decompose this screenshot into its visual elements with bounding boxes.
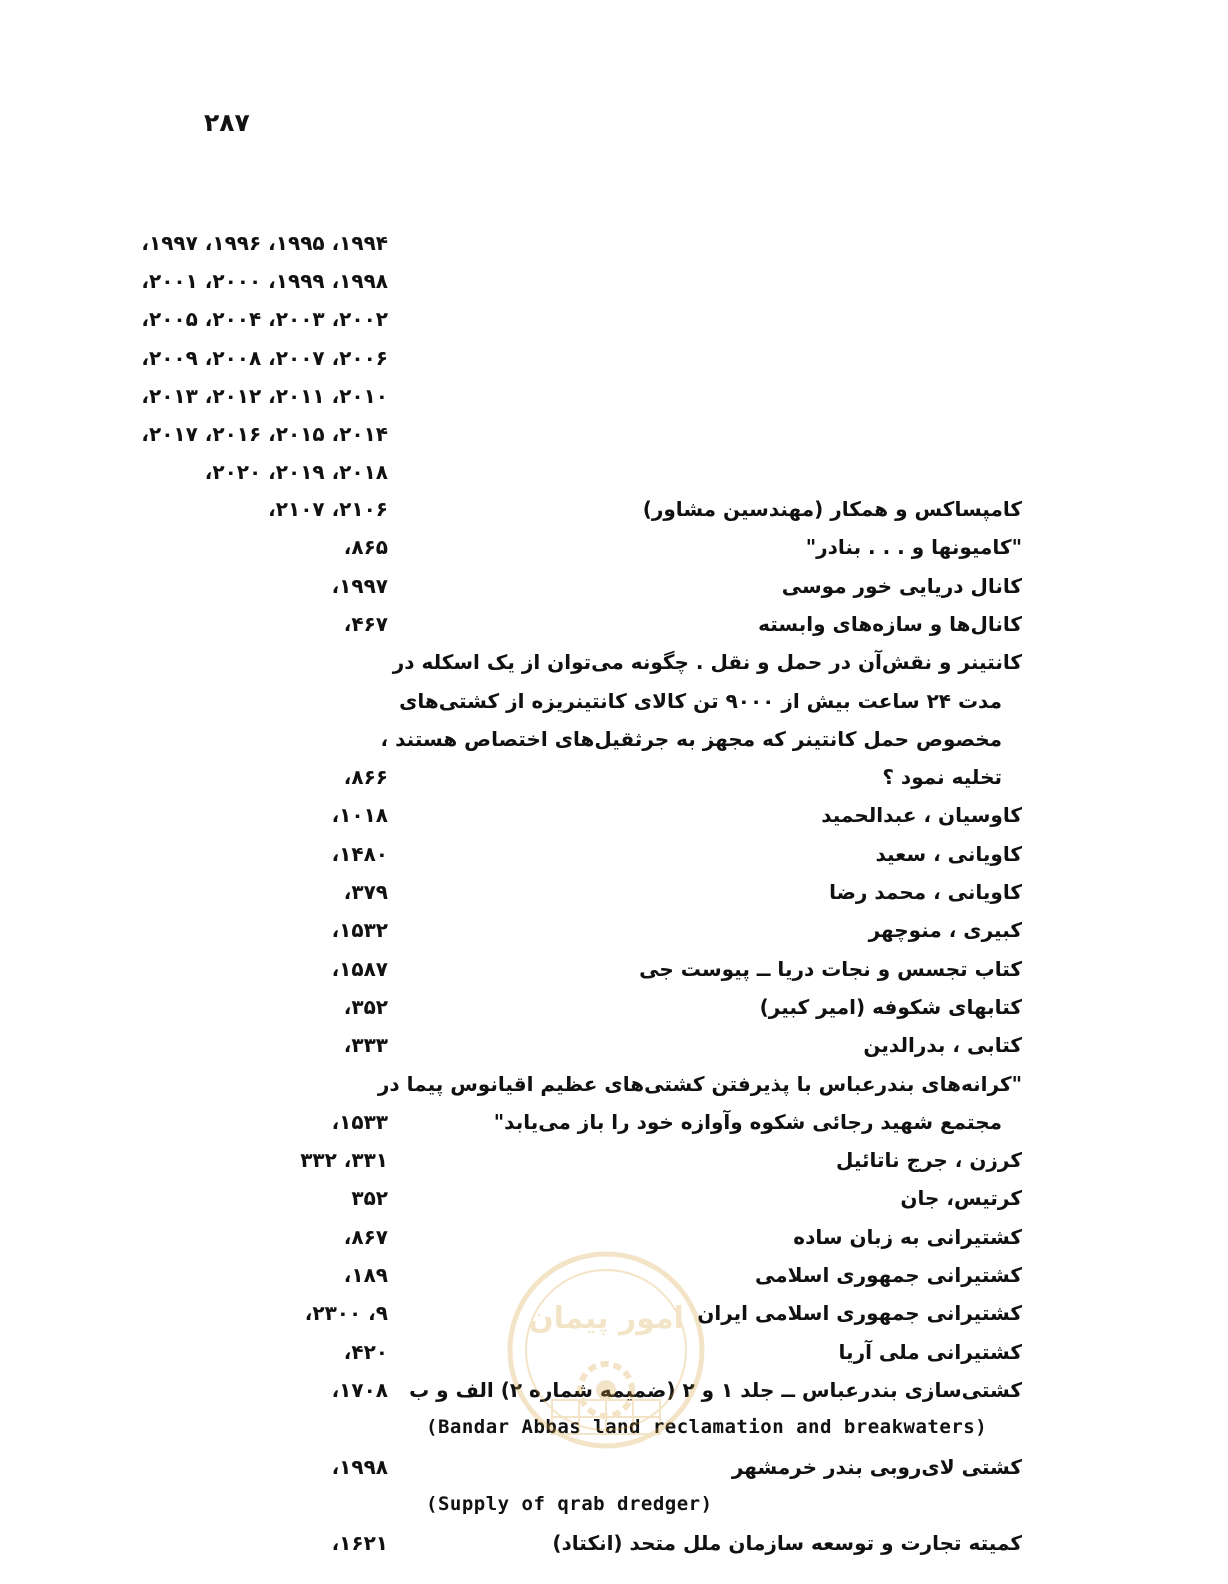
entry-title-continuation: مجتمع شهید رجائی شکوه وآوازه خود را باز می‌یابد" [493, 1109, 1002, 1134]
entry-title: کرتیس، جان [900, 1186, 1022, 1211]
continuation-number-line: ۱۹۹۸، ۱۹۹۹، ۲۰۰۰، ۲۰۰۱، [141, 269, 388, 294]
entry-page-refs: ۴۶۷، [343, 611, 388, 636]
continuation-number-line: ۲۰۱۰، ۲۰۱۱، ۲۰۱۲، ۲۰۱۳، [141, 383, 388, 408]
entry-title-continuation: مخصوص حمل کانتینر که مجهز به جرثقیل‌های اختصاص هستند ، [380, 726, 1002, 751]
entry-title: کاویانی ، محمد رضا [829, 880, 1022, 904]
entry-title: "کرانه‌های بندرعباس با پذیرفتن کشتی‌های عظیم اقیانوس پیما در [377, 1071, 1022, 1096]
entry-page-refs: ۱۵۳۲، [331, 918, 388, 943]
entry-title: کشتیرانی ملی آریا [838, 1339, 1022, 1364]
entry-page-refs: ۸۶۶، [343, 765, 388, 790]
entry-title: کشتی‌سازی بندرعباس ــ جلد ۱ و ۲ (ضمیمه شماره ۲) الف و ب [409, 1377, 1022, 1402]
entry-title: کانتینر و نقش‌آن در حمل و نقل . چگونه می‌توان از یک اسکله در [392, 650, 1022, 675]
entry-page-refs: ۲۱۰۶، ۲۱۰۷، [268, 497, 388, 521]
entry-title: کاوسیان ، عبدالحمید [821, 803, 1022, 828]
entry-title: کاویانی ، سعید [875, 841, 1022, 866]
entry-page-refs: ۳۵۲ [351, 1186, 388, 1211]
entry-page-refs: ۱۹۹۸، [331, 1454, 388, 1479]
entry-title: کبیری ، منوچهر [868, 918, 1022, 943]
entry-page-refs: ۴۲۰، [343, 1339, 388, 1364]
entry-page-refs: ۳۳۳، [343, 1033, 388, 1058]
seal-text: امور پیمان [528, 1301, 684, 1336]
entry-page-refs: ۳۷۹، [343, 880, 388, 904]
entry-title: کامپساکس و همکار (مهندسین مشاور) [642, 497, 1022, 521]
entry-title: کشتیرانی جمهوری اسلامی [754, 1263, 1022, 1287]
entry-title: کشتی لای‌روبی بندر خرمشهر [731, 1454, 1022, 1479]
continuation-number-line: ۱۹۹۴، ۱۹۹۵، ۱۹۹۶، ۱۹۹۷، [141, 231, 388, 255]
entry-latin-subtitle: (Bandar Abbas land reclamation and breakwaters) [426, 1416, 988, 1439]
page-number: ۲۸۷ [204, 108, 250, 137]
entry-page-refs: ۱۹۹۷، [331, 573, 388, 598]
entry-title-continuation: مدت ۲۴ ساعت بیش از ۹۰۰۰ تن کالای کانتینریزه از کشتی‌های [399, 688, 1002, 713]
entry-title: کانال دریایی خور موسی [781, 573, 1022, 598]
entry-page-refs: ۳۳۱، ۳۳۲ [300, 1148, 388, 1173]
entry-title: کتابهای شکوفه (امیر کبیر) [759, 994, 1022, 1019]
entry-title-continuation: تخلیه نمود ؟ [882, 765, 1002, 790]
continuation-number-line: ۲۰۰۲، ۲۰۰۳، ۲۰۰۴، ۲۰۰۵، [141, 307, 388, 332]
continuation-number-line: ۲۰۱۸، ۲۰۱۹، ۲۰۲۰، [204, 460, 388, 485]
entry-title: "کامیونها و . . . بنادر" [805, 535, 1022, 560]
continuation-number-line: ۲۰۱۴، ۲۰۱۵، ۲۰۱۶، ۲۰۱۷، [141, 422, 388, 446]
entry-page-refs: ۱۵۳۳، [331, 1109, 388, 1134]
entry-title: کتاب تجسس و نجات دریا ــ پیوست جی [639, 956, 1022, 981]
entry-title: کانال‌ها و سازه‌های وابسته [758, 611, 1022, 636]
entry-page-refs: ۱۶۲۱، [331, 1531, 388, 1556]
entry-page-refs: ۱۷۰۸، [331, 1377, 388, 1402]
entry-page-refs: ۱۵۸۷، [331, 956, 388, 981]
entry-page-refs: ۳۵۲، [343, 994, 388, 1019]
entry-title: کمیته تجارت و توسعه سازمان ملل متحد (انکتاد) [552, 1531, 1022, 1556]
continuation-number-line: ۲۰۰۶، ۲۰۰۷، ۲۰۰۸، ۲۰۰۹، [141, 345, 388, 370]
entry-title: کتابی ، بدرالدین [863, 1033, 1022, 1058]
entry-title: کرزن ، جرج ناتائیل [836, 1148, 1022, 1173]
entry-page-refs: ۸۶۵، [343, 535, 388, 560]
entry-page-refs: ۱۴۸۰، [331, 841, 388, 866]
entry-page-refs: ۹، ۲۳۰۰، [304, 1301, 388, 1326]
entry-page-refs: ۸۶۷، [343, 1224, 388, 1249]
entry-page-refs: ۱۰۱۸، [331, 803, 388, 828]
entry-title: کشتیرانی به زبان ساده [793, 1224, 1022, 1249]
entry-page-refs: ۱۸۹، [343, 1263, 388, 1287]
entry-latin-subtitle: (Supply of qrab dredger) [426, 1492, 713, 1515]
entry-title: کشتیرانی جمهوری اسلامی ایران [697, 1301, 1022, 1326]
